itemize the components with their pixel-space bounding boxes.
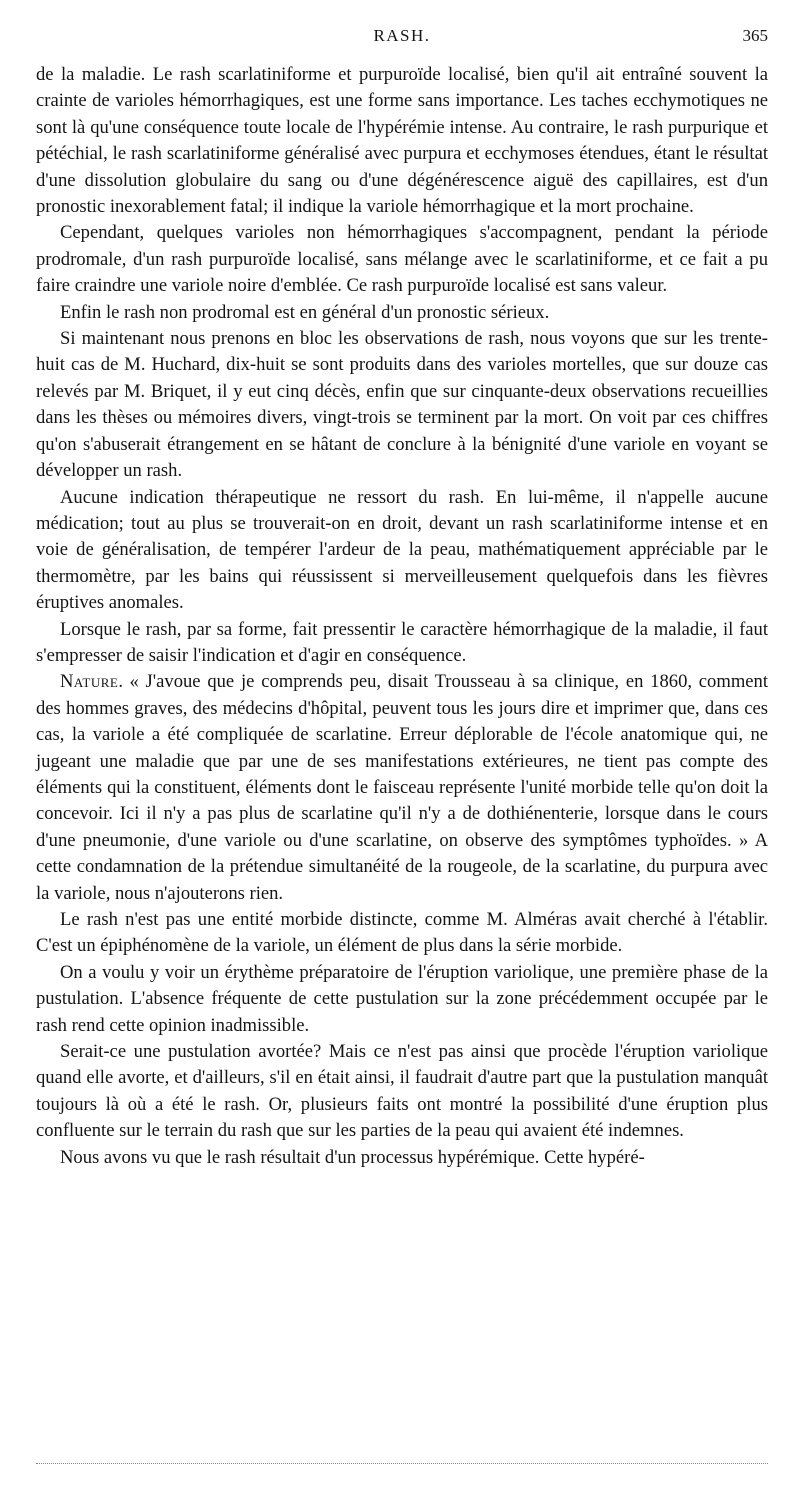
running-title: RASH. [373,26,431,45]
paragraph: Serait-ce une pustulation avortée? Mais ce n'est pas ainsi que procède l'éruption variolique quand elle avorte, et d'ailleurs, s'il en était ainsi, il faudrait d'autre part que la pustulation manquât toujours là où a été le rash. Or, plusieurs faits ont montré la possibilité d'une éruption plus confluente sur le terrain du rash que sur les parties de la peau qui avaient été indemnes. [36,1041,768,1142]
section-heading-nature: Nature. [60,671,124,693]
paragraph: Aucune indication thérapeutique ne ressort du rash. En lui-même, il n'appelle aucune médication; tout au plus se trouverait-on en droit, devant un rash scarlatiniforme intense et en voie de généralisation, de tempérer l'ardeur de la peau, mathématiquement appréciable par le thermomètre, par les bains qui réussissent si merveilleusement quelquefois dans les fièvres éruptives anomales. [36,486,768,614]
paragraph: Enfin le rash non prodromal est en général d'un pronostic sérieux. [60,301,550,323]
paragraph: Le rash n'est pas une entité morbide distincte, comme M. Alméras avait cherché à l'établir. C'est un épiphénomène de la variole, un élément de plus dans la série morbide. [36,909,768,957]
paragraph: Lorsque le rash, par sa forme, fait pressentir le caractère hémorrhagique de la maladie, il faut s'empresser de saisir l'indication et d'agir en conséquence. [36,618,768,666]
nature-paragraph-text: « J'avoue que je comprends peu, disait Trousseau à sa clinique, en 1860, comment des hommes graves, des médecins d'hôpital, peuvent tous les jours dire et imprimer que, dans ces cas, la variole a été compliquée de scarlatine. Erreur déplorable de l'école anatomique qui, ne jugeant une maladie que par une de ses manifestations extérieures, ne tient pas compte des éléments qui la constituent, éléments dont le faisceau représente l'unité morbide telle qu'on doit la concevoir. Ici il n'y a pas plus de scarlatine qu'il n'y a de dothiénenterie, lorsque dans le cours d'une pneumonie, d'une variole ou d'une scarlatine, on observe des symptômes typhoïdes. » A cette condamnation de la prétendue simultanéité de la rougeole, de la scarlatine, du purpura avec la variole, nous n'ajouterons rien. [36,671,768,904]
paragraph: Si maintenant nous prenons en bloc les observations de rash, nous voyons que sur les trente-huit cas de M. Huchard, dix-huit se sont produits dans des varioles mortelles, que sur douze cas relevés par M. Briquet, il y eut cinq décès, enfin que sur cinquante-deux observations recueillies dans les thèses ou mémoires divers, vingt-trois se terminent par la mort. On voit par ces chiffres qu'on s'abuserait étrangement en se hâtant de conclure à la bénignité d'une variole en voyant se développer un rash. [36,328,768,482]
page-header [36,26,768,50]
body-text [36,62,768,1171]
page-number: 365 [742,26,768,45]
paragraph: On a voulu y voir un érythème préparatoire de l'éruption variolique, une première phase de la pustulation. L'absence fréquente de cette pustulation sur la zone précédemment occupée par le rash rend cette opinion inadmissible. [36,961,768,1036]
paragraph: Cependant, quelques varioles non hémorrhagiques s'accompagnent, pendant la période prodromale, d'un rash purpuroïde localisé, sans mélange avec le scarlatiniforme, et ce fait a pu faire craindre une variole noire d'emblée. Ce rash purpuroïde localisé est sans valeur. [36,222,768,297]
paragraph: Nous avons vu que le rash résultait d'un processus hypérémique. Cette hypéré- [60,1146,645,1168]
footer-rule [36,1463,768,1464]
paragraph: de la maladie. Le rash scarlatiniforme et purpuroïde localisé, bien qu'il ait entraîné souvent la crainte de varioles hémorrhagiques, est une forme sans importance. Les taches ecchymotiques ne sont là qu'une conséquence toute locale de l'hypérémie intense. Au contraire, le rash purpurique et pétéchial, le rash scarlatiniforme généralisé avec purpura et ecchymoses étendues, étant le résultat d'une dissolution globulaire du sang ou d'une dégénérescence aiguë des capillaires, est d'un pronostic inexorablement fatal; il indique la variole hémorrhagique et la mort prochaine. [36,64,768,218]
nature-paragraph [36,669,768,907]
